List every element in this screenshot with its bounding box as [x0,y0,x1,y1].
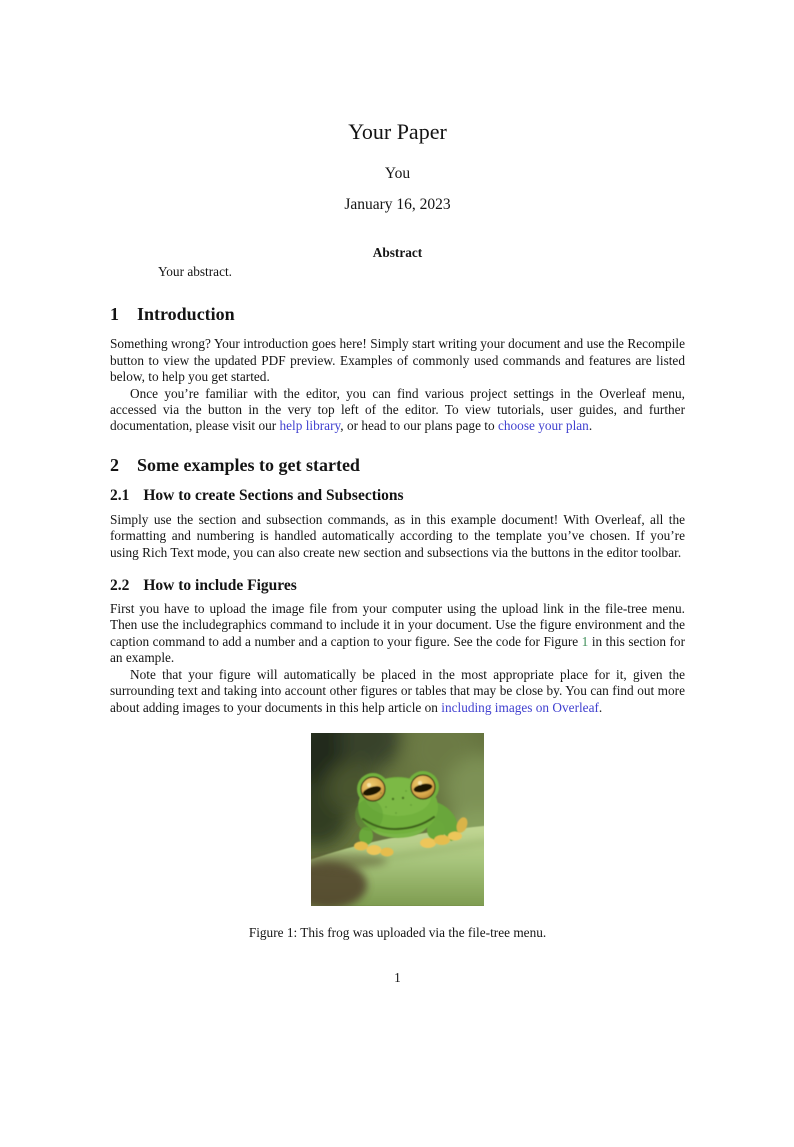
including-images-link[interactable]: including images on Overleaf [441,699,599,715]
paper-title: Your Paper [348,119,447,144]
sections-paragraph: Simply use the section and subsection commands, as in this example document! With Overleaf, all the formatting and numbering is handled automatically according to the template you’ve chosen. If you’re using Rich Text mode, you can also create new section and subsections via the buttons in the editor toolbar. [110,511,685,560]
paragraph-text: , or head to our plans page to [340,418,498,434]
figure-1 [110,733,685,911]
choose-your-plan-link[interactable]: choose your plan [497,418,589,434]
figures-paragraph-1 [110,601,685,667]
subsection-number: 2.2 [110,577,130,595]
paragraph-text: First you have to upload the image file from your computer using the upload link in the file-tree menu. Then use the includegraphics command to include it in your document. Use the figure environment and the caption command to add a number and a caption to your figure. See the code for Figure [110,601,685,649]
paragraph-text: . [598,699,603,715]
subsection-2-2-heading [110,577,685,595]
section-title: Introduction [137,304,235,325]
figure-1-reference-link[interactable]: 1 [581,633,589,649]
paragraph-text: . [588,418,593,434]
help-library-link[interactable]: help library [279,418,341,434]
paragraph-text: Once you’re familiar with the editor, you can find various project settings in the Overleaf menu, accessed via the button in the very top left of the editor. To view tutorials, user guides, and further documentation, please visit our [110,385,685,434]
paragraph-text: Note that your figure will automatically be placed in the most appropriate place for it, given the surrounding text and taking into account other figures or tables that may be close by. You can find out more about adding images to your documents in this help article on [110,666,685,715]
subsection-title: How to include Figures [143,577,297,595]
subsection-number: 2.1 [110,486,130,504]
abstract-heading: Abstract [372,245,423,260]
section-1-heading [110,303,685,325]
frog-photo [311,733,484,906]
paragraph-text: in this section for an example. [110,633,685,666]
intro-paragraph-2 [110,386,685,435]
section-title: Some examples to get started [137,454,360,475]
section-number: 1 [110,304,119,325]
intro-paragraph-1: Something wrong? Your introduction goes here! Simply start writing your document and use the Recompile button to view the updated PDF preview. Examples of commonly used commands and features are listed below, to help you get started. [110,336,685,385]
subsection-title: How to create Sections and Subsections [143,486,404,504]
page-number: 1 [394,970,401,986]
subsection-2-1-heading [110,487,685,505]
section-2-heading [110,454,685,476]
figures-paragraph-2 [110,667,685,716]
paper-author: You [384,165,411,182]
figure-caption: Figure 1: This frog was uploaded via the file-tree menu. [248,924,547,940]
paper-date: January 16, 2023 [344,196,451,213]
section-number: 2 [110,454,119,475]
pdf-page [0,119,794,1147]
abstract-text: Your abstract. [158,264,232,279]
